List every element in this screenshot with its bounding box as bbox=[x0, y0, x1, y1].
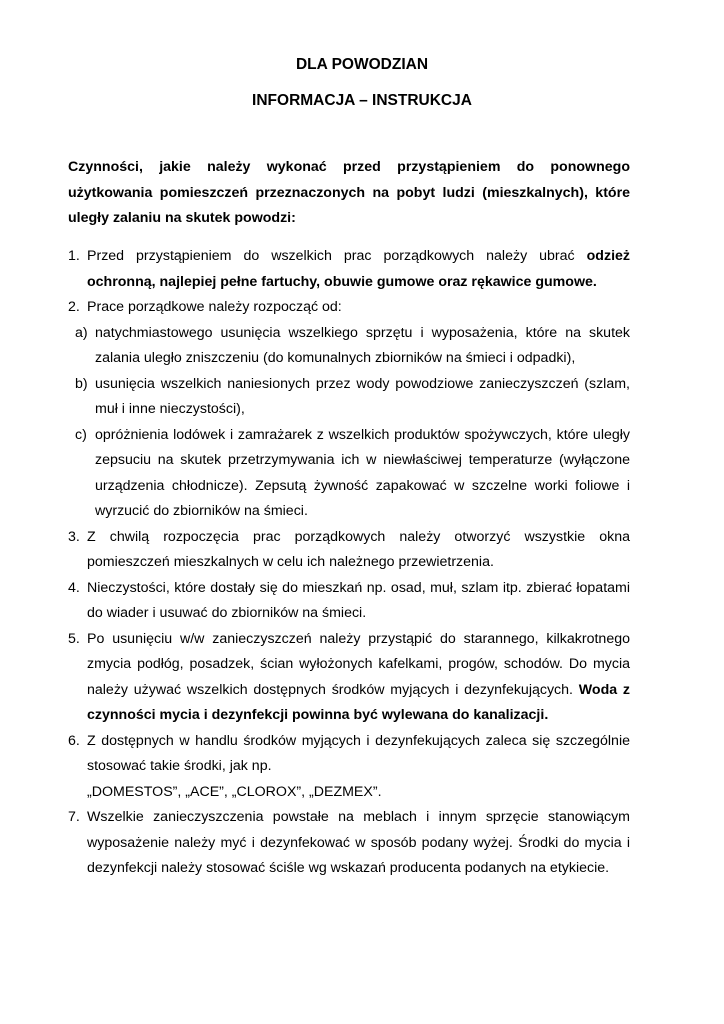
item-number: 4. bbox=[68, 579, 80, 596]
subitem-text: opróżnienia lodówek i zamrażarek z wszelkich produktów spożywczych, które uległy zepsuciu na skutek przetrzymywania ich w niewłaściwej temperaturze (wyłączone urządzenia chłodnicze). Zepsutą żywność zapakować w szczelne worki foliowe i wyrzucić do zbiorników na śmieci. bbox=[95, 426, 630, 519]
item-text-bold: odzież ochronną, najlepiej pełne fartuchy, obuwie gumowe oraz rękawice gumowe. bbox=[87, 248, 630, 290]
subitem-text: usunięcia wszelkich naniesionych przez wody powodziowe zanieczyszczeń (szlam, muł i inne nieczystości), bbox=[95, 375, 630, 417]
item-text: Prace porządkowe należy rozpocząć od: bbox=[87, 299, 342, 315]
list-item-3 bbox=[68, 525, 630, 576]
document-title: DLA POWODZIAN bbox=[295, 56, 429, 73]
item-number: 5. bbox=[68, 630, 80, 647]
list-item-2 bbox=[68, 295, 630, 321]
item-text: Wszelkie zanieczyszczenia powstałe na meblach i innym sprzęcie stanowiącym wyposażenie należy myć i dezynfekować w sposób podany wyżej. Środki do mycia i dezynfekcji należy stosować ściśle wg wskazań producenta podanych na etykiecie. bbox=[87, 809, 630, 876]
list-item-7 bbox=[68, 805, 630, 882]
instruction-list bbox=[68, 244, 630, 882]
item-text: Nieczystości, które dostały się do mieszkań np. osad, muł, szlam itp. zbierać łopatami do wiader i usuwać do zbiorników na śmieci. bbox=[87, 579, 630, 621]
item-number: 7. bbox=[68, 809, 80, 825]
subitem-text: natychmiastowego usunięcia wszelkiego sprzętu i wyposażenia, które na skutek zalania uległo zniszczeniu (do komunalnych zbiorników na śmieci i odpadki), bbox=[95, 324, 630, 366]
subitem-letter: b) bbox=[75, 375, 88, 392]
list-subitem-b bbox=[68, 372, 630, 423]
list-item-5 bbox=[68, 627, 630, 729]
list-subitem-a bbox=[68, 321, 630, 372]
item-text-bold: Woda z czynności mycia i dezynfekcji powinna być wylewana do kanalizacji. bbox=[87, 681, 630, 723]
item-number: 3. bbox=[68, 528, 80, 545]
intro-paragraph: Czynności, jakie należy wykonać przed przystąpieniem do ponownego użytkowania pomieszczeń przeznaczonych na pobyt ludzi (mieszkalnych), które uległy zalaniu na skutek powodzi: bbox=[68, 159, 630, 226]
subitem-letter: a) bbox=[75, 324, 88, 341]
list-subitem-c bbox=[68, 423, 630, 525]
list-item-4 bbox=[68, 576, 630, 627]
item-text: Po usunięciu w/w zanieczyszczeń należy przystąpić do starannego, kilkakrotnego zmycia podłóg, posadzek, ścian wyłożonych kafelkami, progów, schodów. Do mycia należy używać wszelkich dostępnych środków myjących i dezynfekujących. bbox=[87, 630, 630, 698]
item-text: Z chwilą rozpoczęcia prac porządkowych należy otworzyć wszystkie okna pomieszczeń mieszkalnych w celu ich należnego przewietrzenia. bbox=[87, 528, 630, 570]
item-text: Z dostępnych w handlu środków myjących i dezynfekujących zaleca się szczególnie stosować takie środki, jak np. bbox=[87, 732, 630, 774]
list-item-6 bbox=[68, 729, 630, 806]
subitem-letter: c) bbox=[75, 426, 87, 443]
product-names: „DOMESTOS”, „ACE”, „CLOROX”, „DEZMEX”. bbox=[87, 783, 382, 800]
item-text: Przed przystąpieniem do wszelkich prac porządkowych należy ubrać bbox=[87, 248, 587, 264]
document-subtitle: INFORMACJA – INSTRUKCJA bbox=[252, 92, 472, 109]
item-number: 6. bbox=[68, 732, 80, 749]
item-number: 2. bbox=[68, 299, 80, 315]
item-number: 1. bbox=[68, 248, 80, 264]
list-item-1 bbox=[68, 244, 630, 295]
